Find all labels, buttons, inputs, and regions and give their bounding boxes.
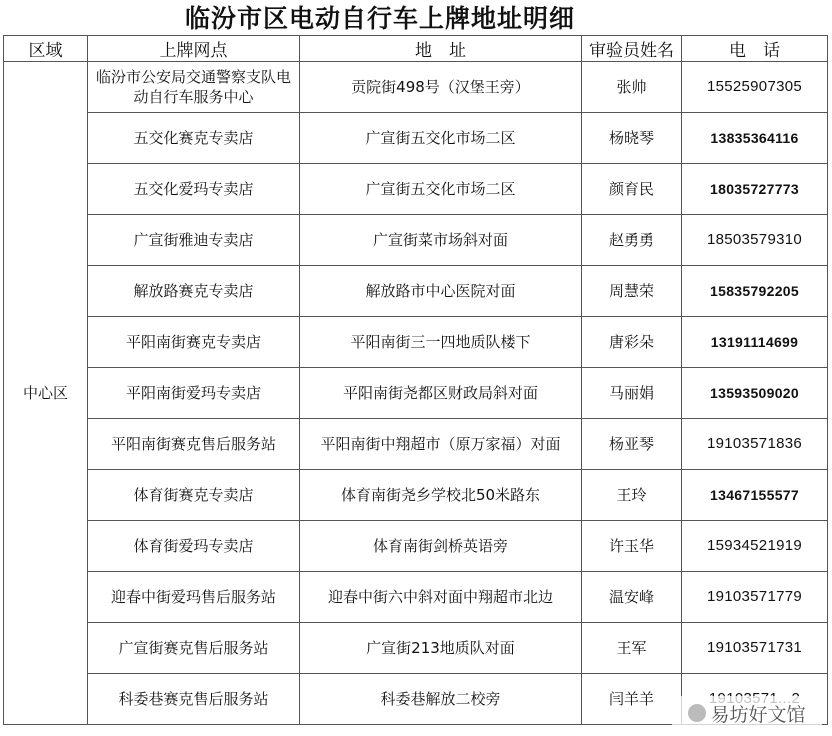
table-row bbox=[4, 317, 828, 368]
table-row bbox=[4, 623, 828, 674]
outlet-cell: 平阳南街爱玛专卖店 bbox=[88, 368, 300, 419]
inspector-cell: 张帅 bbox=[582, 62, 682, 113]
header-outlet: 上牌网点 bbox=[88, 36, 300, 62]
region-cell: 中心区 bbox=[4, 62, 88, 725]
outlet-cell: 解放路赛克专卖店 bbox=[88, 266, 300, 317]
table-row bbox=[4, 113, 828, 164]
phone-cell: 13191114699 bbox=[682, 317, 828, 368]
inspector-cell: 王玲 bbox=[582, 470, 682, 521]
table-row bbox=[4, 572, 828, 623]
address-cell: 平阳南街尧都区财政局斜对面 bbox=[300, 368, 582, 419]
address-cell: 广宣街五交化市场二区 bbox=[300, 113, 582, 164]
inspector-cell: 杨晓琴 bbox=[582, 113, 682, 164]
watermark-logo-icon bbox=[688, 704, 706, 722]
inspector-cell: 闫羊羊 bbox=[582, 674, 682, 725]
phone-cell: 19103571836 bbox=[682, 419, 828, 470]
table-row bbox=[4, 266, 828, 317]
header-row bbox=[4, 36, 828, 62]
address-cell: 体育南街尧乡学校北50米路东 bbox=[300, 470, 582, 521]
header-address: 地 址 bbox=[300, 36, 582, 62]
inspector-cell: 赵勇勇 bbox=[582, 215, 682, 266]
header-phone: 电 话 bbox=[682, 36, 828, 62]
address-cell: 平阳南街三一四地质队楼下 bbox=[300, 317, 582, 368]
outlet-cell: 广宣街雅迪专卖店 bbox=[88, 215, 300, 266]
outlet-table bbox=[3, 35, 828, 725]
outlet-cell: 五交化赛克专卖店 bbox=[88, 113, 300, 164]
phone-cell: 15934521919 bbox=[682, 521, 828, 572]
address-cell: 平阳南街中翔超市（原万家福）对面 bbox=[300, 419, 582, 470]
table-row bbox=[4, 419, 828, 470]
address-cell: 体育南街剑桥英语旁 bbox=[300, 521, 582, 572]
outlet-cell: 临汾市公安局交通警察支队电动自行车服务中心 bbox=[88, 62, 300, 113]
phone-cell: 19103571731 bbox=[682, 623, 828, 674]
outlet-cell: 广宣街赛克售后服务站 bbox=[88, 623, 300, 674]
table-row bbox=[4, 164, 828, 215]
inspector-cell: 唐彩朵 bbox=[582, 317, 682, 368]
phone-cell: 19103571779 bbox=[682, 572, 828, 623]
address-cell: 广宣街五交化市场二区 bbox=[300, 164, 582, 215]
inspector-cell: 许玉华 bbox=[582, 521, 682, 572]
address-cell: 科委巷解放二校旁 bbox=[300, 674, 582, 725]
table-row bbox=[4, 368, 828, 419]
inspector-cell: 马丽娟 bbox=[582, 368, 682, 419]
outlet-cell: 体育街赛克专卖店 bbox=[88, 470, 300, 521]
watermark bbox=[672, 696, 822, 730]
outlet-cell: 平阳南街赛克专卖店 bbox=[88, 317, 300, 368]
phone-cell: 18035727773 bbox=[682, 164, 828, 215]
phone-cell: 18503579310 bbox=[682, 215, 828, 266]
address-cell: 广宣街213地质队对面 bbox=[300, 623, 582, 674]
inspector-cell: 颜育民 bbox=[582, 164, 682, 215]
inspector-cell: 温安峰 bbox=[582, 572, 682, 623]
header-region: 区域 bbox=[4, 36, 88, 62]
inspector-cell: 杨亚琴 bbox=[582, 419, 682, 470]
address-cell: 贡院街498号（汉堡王旁） bbox=[300, 62, 582, 113]
address-cell: 迎春中街六中斜对面中翔超市北边 bbox=[300, 572, 582, 623]
outlet-cell: 迎春中街爱玛售后服务站 bbox=[88, 572, 300, 623]
outlet-cell: 体育街爱玛专卖店 bbox=[88, 521, 300, 572]
header-inspector: 审验员姓名 bbox=[582, 36, 682, 62]
outlet-cell: 五交化爱玛专卖店 bbox=[88, 164, 300, 215]
watermark-text: 易坊好文馆 bbox=[710, 703, 806, 726]
table-row bbox=[4, 521, 828, 572]
phone-cell: 13467155577 bbox=[682, 470, 828, 521]
table-row bbox=[4, 215, 828, 266]
table-row bbox=[4, 470, 828, 521]
phone-cell: 13835364116 bbox=[682, 113, 828, 164]
inspector-cell: 王军 bbox=[582, 623, 682, 674]
phone-cell: 15525907305 bbox=[682, 62, 828, 113]
inspector-cell: 周慧荣 bbox=[582, 266, 682, 317]
address-cell: 解放路市中心医院对面 bbox=[300, 266, 582, 317]
page-title: 临汾市区电动自行车上牌地址明细 bbox=[184, 4, 575, 33]
outlet-cell: 科委巷赛克售后服务站 bbox=[88, 674, 300, 725]
table-row bbox=[4, 62, 828, 113]
phone-cell: 15835792205 bbox=[682, 266, 828, 317]
address-cell: 广宣街菜市场斜对面 bbox=[300, 215, 582, 266]
phone-cell: 13593509020 bbox=[682, 368, 828, 419]
outlet-cell: 平阳南街赛克售后服务站 bbox=[88, 419, 300, 470]
